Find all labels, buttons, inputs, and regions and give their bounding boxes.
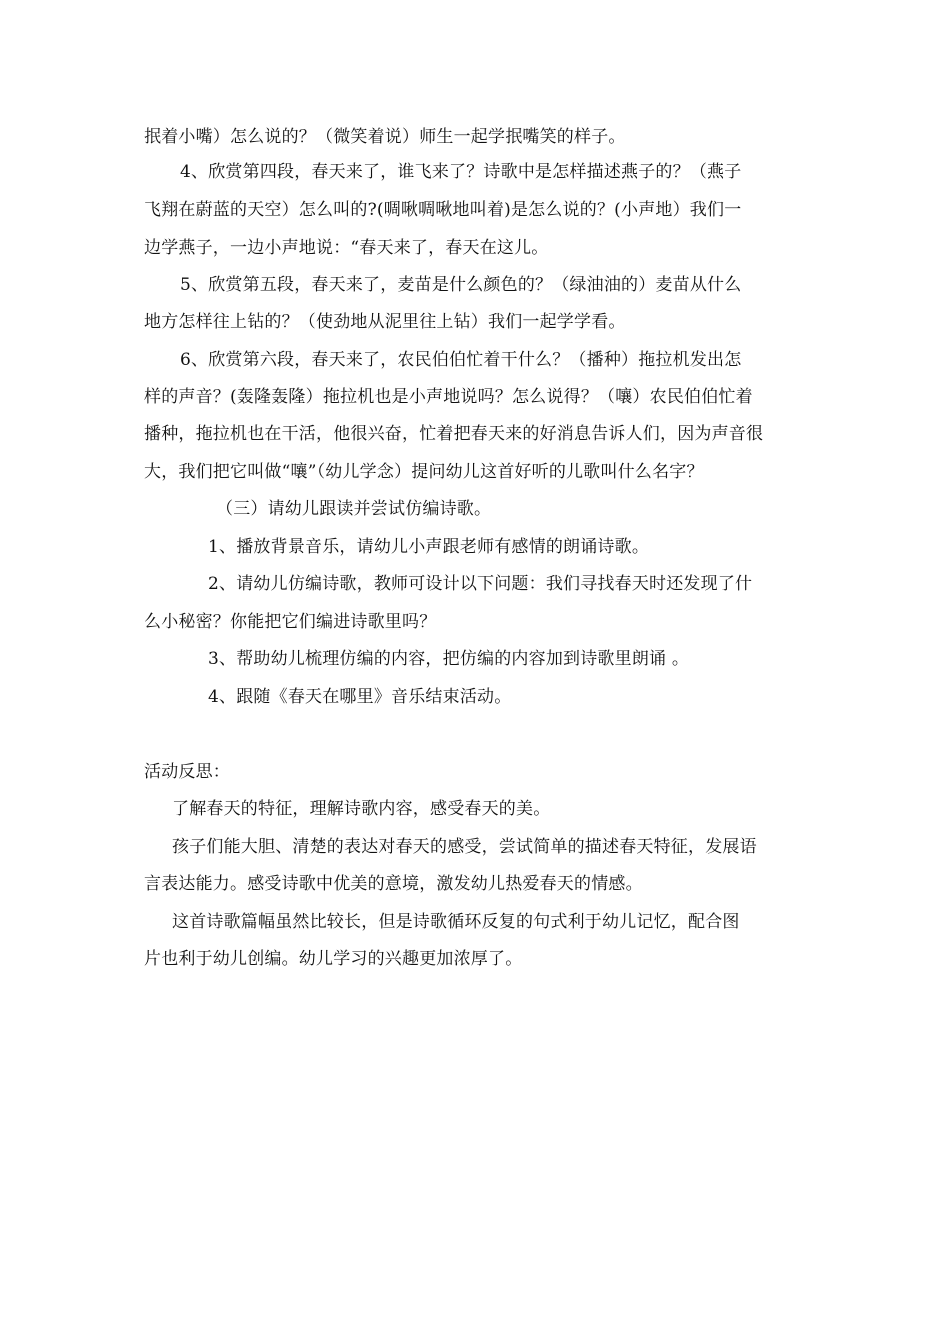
paragraph-line: 片也利于幼儿创编。幼儿学习的兴趣更加浓厚了。 (144, 949, 523, 969)
paragraph-line: 4、跟随《春天在哪里》音乐结束活动。 (208, 687, 512, 707)
paragraph-line: 这首诗歌篇幅虽然比较长，但是诗歌循环反复的句式利于幼儿记忆，配合图 (172, 912, 740, 932)
reflection-heading: 活动反思： (144, 762, 230, 782)
paragraph-line: 5、欣赏第五段，春天来了，麦苗是什么颜色的？（绿油油的）麦苗从什么 (180, 275, 742, 295)
paragraph-line: 么小秘密？你能把它们编进诗歌里吗？ (144, 612, 437, 632)
paragraph-line: 样的声音？(轰隆轰隆）拖拉机也是小声地说吗？怎么说得？（嚷）农民伯伯忙着 (144, 387, 753, 407)
paragraph-line: 2、请幼儿仿编诗歌，教师可设计以下问题：我们寻找春天时还发现了什 (208, 574, 753, 594)
paragraph-line: 4、欣赏第四段，春天来了，谁飞来了？诗歌中是怎样描述燕子的？（燕子 (180, 162, 742, 182)
paragraph-line: 飞翔在蔚蓝的天空）怎么叫的?(啁啾啁啾地叫着)是怎么说的？(小声地）我们一 (144, 200, 742, 220)
paragraph-line: 了解春天的特征，理解诗歌内容，感受春天的美。 (172, 799, 551, 819)
section-heading: （三）请幼儿跟读并尝试仿编诗歌。 (216, 499, 492, 519)
paragraph-line: 抿着小嘴）怎么说的？（微笑着说）师生一起学抿嘴笑的样子。 (144, 127, 626, 147)
paragraph-line: 6、欣赏第六段，春天来了，农民伯伯忙着干什么？（播种）拖拉机发出怎 (180, 350, 742, 370)
paragraph-line: 大，我们把它叫做“嚷”（幼儿学念）提问幼儿这首好听的儿歌叫什么名字？ (144, 462, 704, 482)
paragraph-line: 3、帮助幼儿梳理仿编的内容，把仿编的内容加到诗歌里朗诵 。 (208, 649, 690, 669)
paragraph-line: 言表达能力。感受诗歌中优美的意境，激发幼儿热爱春天的情感。 (144, 874, 643, 894)
paragraph-line: 边学燕子，一边小声地说：“春天来了，春天在这儿。 (144, 238, 549, 258)
paragraph-line: 播种，拖拉机也在干活，他很兴奋，忙着把春天来的好消息告诉人们，因为声音很 (144, 424, 764, 444)
paragraph-line: 1、播放背景音乐，请幼儿小声跟老师有感情的朗诵诗歌。 (208, 537, 650, 557)
paragraph-line: 地方怎样往上钻的？（使劲地从泥里往上钻）我们一起学学看。 (144, 312, 626, 332)
paragraph-line: 孩子们能大胆、清楚的表达对春天的感受，尝试简单的描述春天特征，发展语 (172, 837, 757, 857)
